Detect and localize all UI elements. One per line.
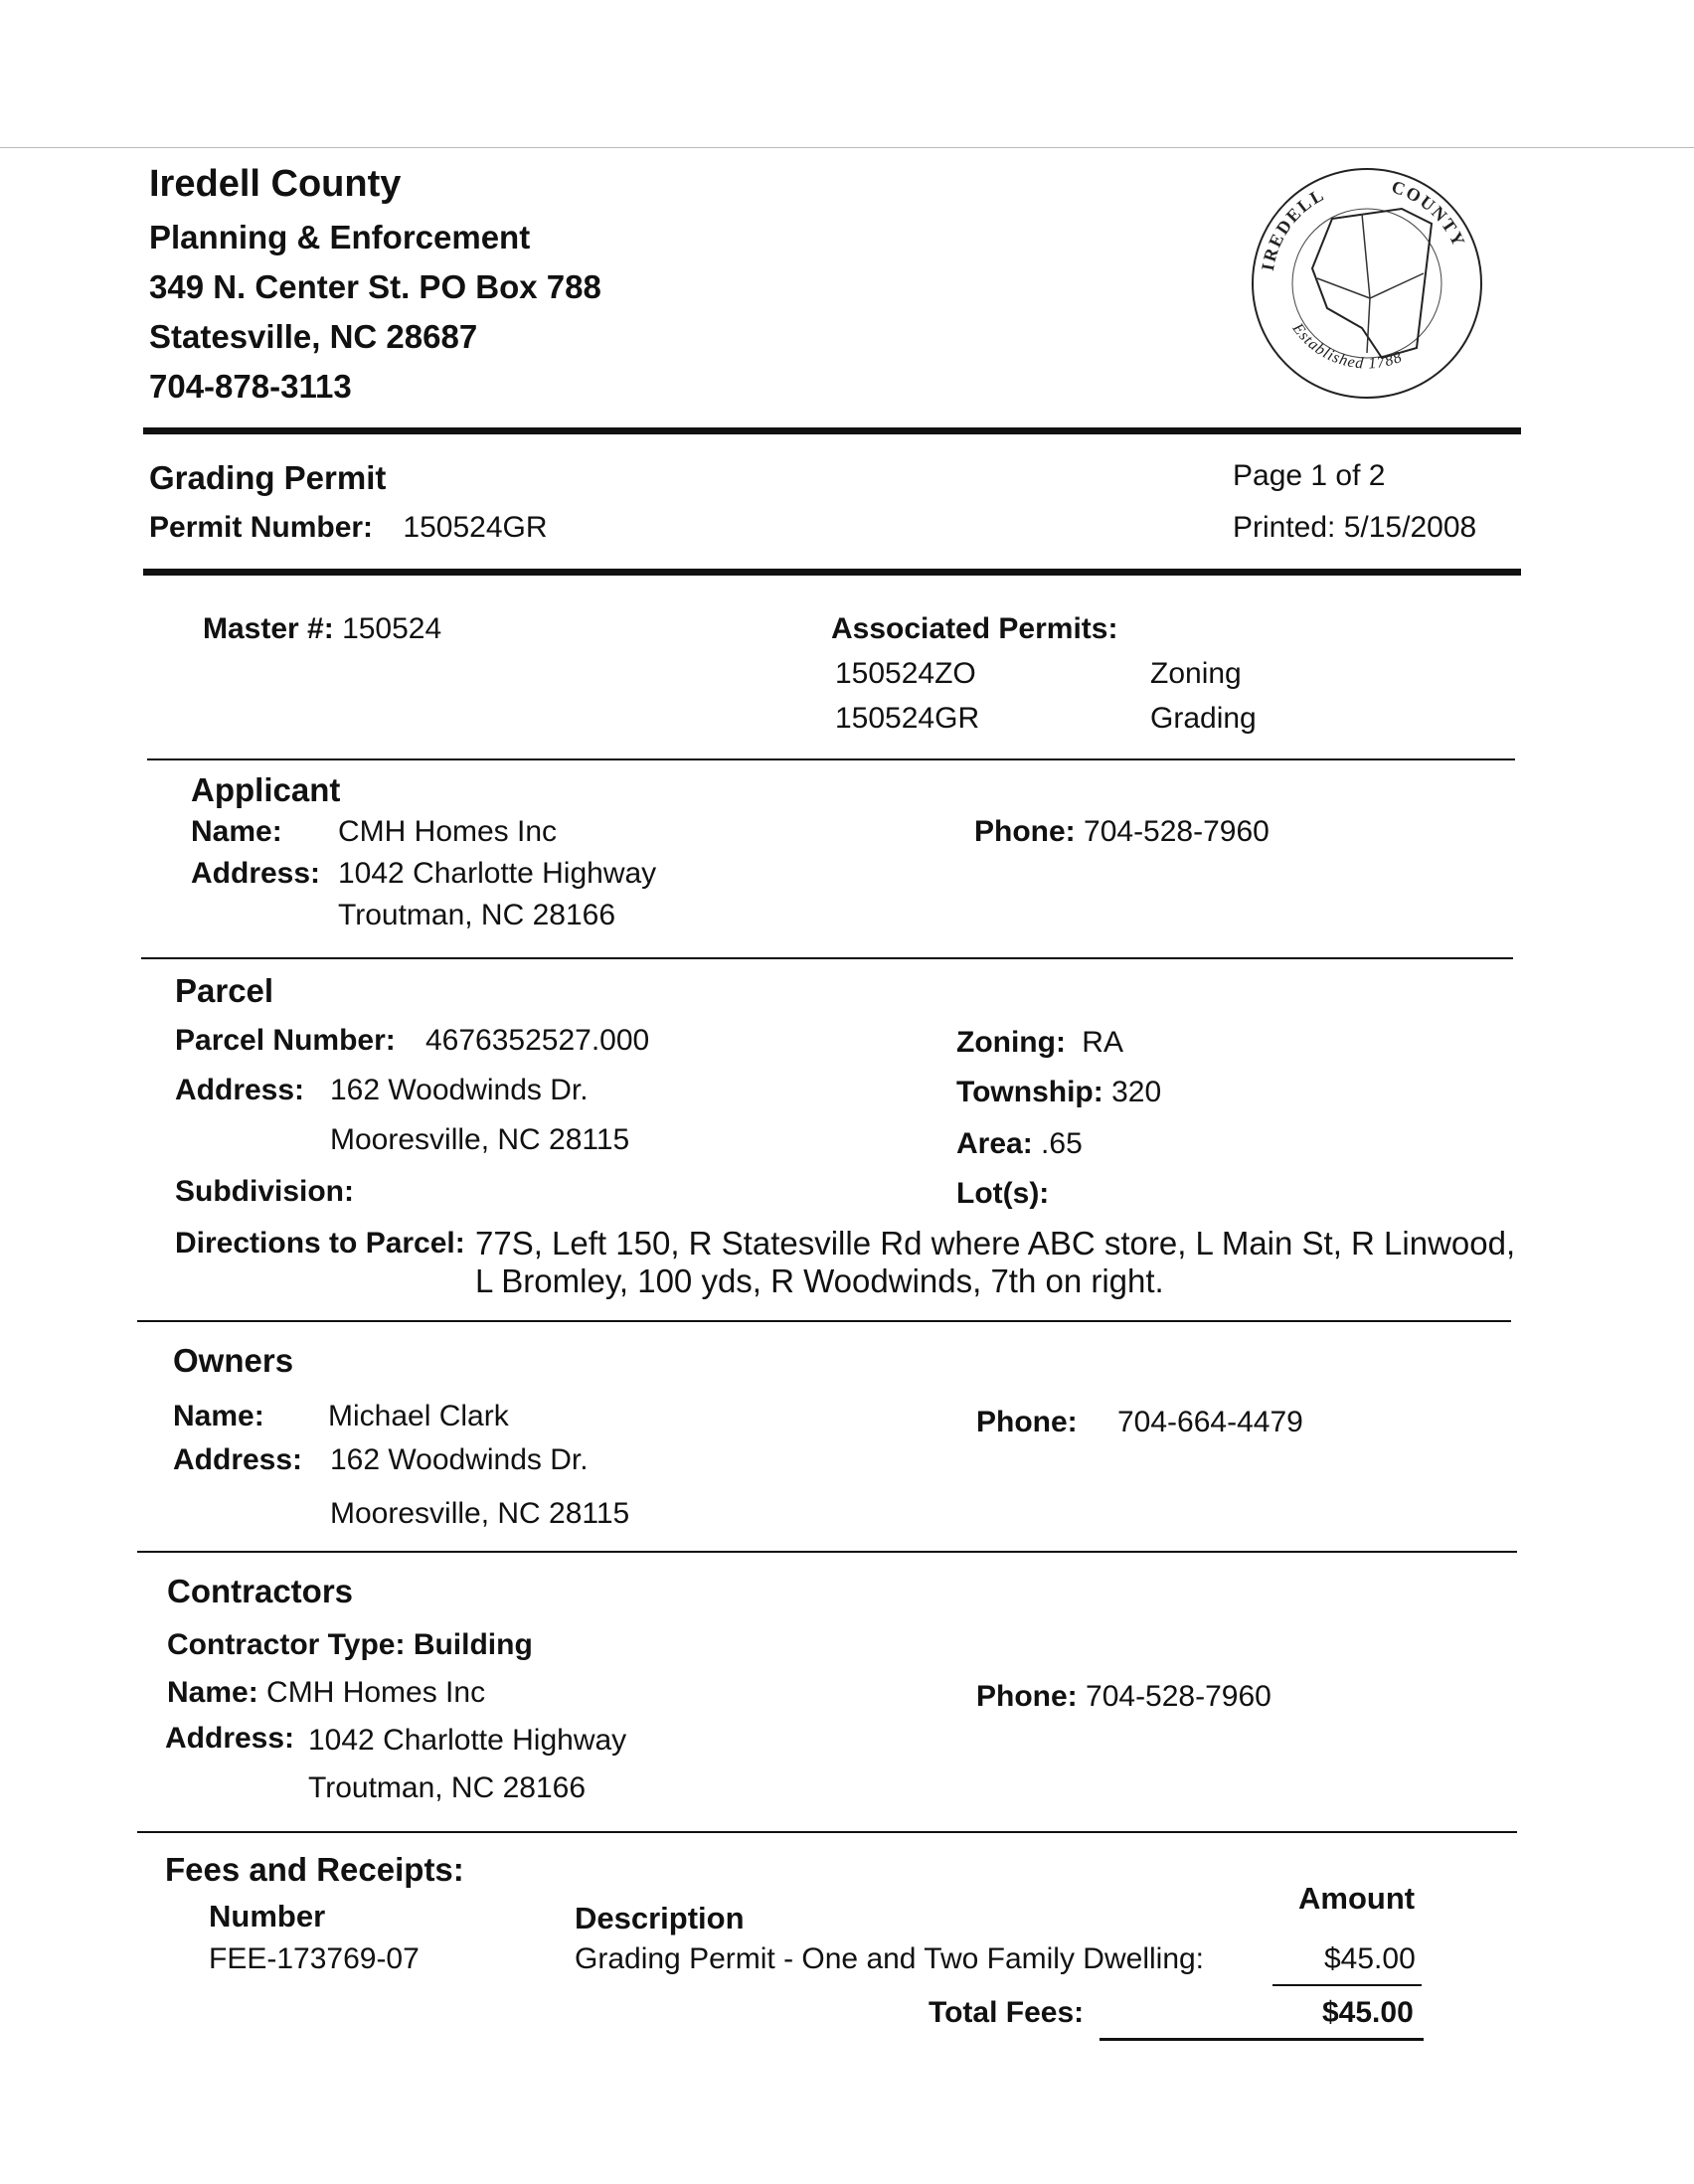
parcel-directions-line2: L Bromley, 100 yds, R Woodwinds, 7th on right. — [475, 1262, 1164, 1299]
contractors-heading: Contractors — [167, 1573, 354, 1609]
permit-divider — [143, 569, 1521, 576]
applicant-address-line2: Troutman, NC 28166 — [338, 899, 616, 931]
parcel-directions-line1: 77S, Left 150, R Statesville Rd where ABC store, L Main St, R Linwood, — [475, 1225, 1516, 1261]
parcel-township-label: Township: — [956, 1076, 1103, 1108]
applicant-phone-label: Phone: — [974, 815, 1076, 848]
owner-phone: 704-664-4479 — [1117, 1406, 1303, 1438]
master-label: Master #: — [203, 612, 334, 645]
fee-row-number: FEE-173769-07 — [209, 1942, 420, 1975]
contractor-name: CMH Homes Inc — [266, 1676, 486, 1709]
header-divider — [143, 427, 1521, 434]
fees-total-underline — [1100, 2038, 1424, 2041]
applicant-address-line1: 1042 Charlotte Highway — [338, 857, 657, 890]
associated-permit-type: Grading — [1150, 702, 1257, 735]
section-divider — [137, 1831, 1517, 1833]
parcel-zoning-row — [956, 1026, 1123, 1060]
page-indicator: Page 1 of 2 — [1233, 459, 1386, 492]
contractor-type-label: Contractor Type: — [167, 1628, 406, 1661]
master-value: 150524 — [342, 612, 442, 645]
parcel-zoning-label: Zoning: — [956, 1026, 1066, 1059]
parcel-township-row — [956, 1076, 1161, 1109]
department-name: Planning & Enforcement — [149, 219, 531, 255]
fees-heading: Fees and Receipts: — [165, 1851, 464, 1888]
contractor-address-line2: Troutman, NC 28166 — [308, 1771, 587, 1804]
parcel-address-line2: Mooresville, NC 28115 — [330, 1123, 630, 1156]
parcel-address-line1: 162 Woodwinds Dr. — [330, 1074, 589, 1106]
parcel-directions-label: Directions to Parcel: — [175, 1227, 465, 1260]
contractor-name-row — [167, 1676, 485, 1710]
fees-total-amount: $45.00 — [1322, 1996, 1414, 2029]
fees-column-description: Description — [575, 1901, 745, 1935]
contractor-address-label: Address: — [165, 1722, 295, 1755]
permit-title: Grading Permit — [149, 459, 387, 496]
contractor-name-label: Name: — [167, 1676, 258, 1709]
parcel-subdivision-label: Subdivision: — [175, 1175, 354, 1208]
county-name: Iredell County — [149, 163, 402, 205]
owners-heading: Owners — [173, 1342, 294, 1379]
owner-phone-label: Phone: — [976, 1406, 1078, 1438]
parcel-area: .65 — [1041, 1127, 1083, 1160]
fees-total-label: Total Fees: — [929, 1996, 1085, 2029]
owner-address-line1: 162 Woodwinds Dr. — [330, 1443, 589, 1476]
department-city: Statesville, NC 28687 — [149, 318, 478, 355]
parcel-number-label: Parcel Number: — [175, 1024, 396, 1057]
parcel-address-label: Address: — [175, 1074, 305, 1106]
permit-number-row — [149, 511, 548, 545]
parcel-township: 320 — [1111, 1076, 1162, 1108]
contractor-phone-label: Phone: — [976, 1680, 1078, 1713]
applicant-name: CMH Homes Inc — [338, 815, 558, 848]
contractor-phone-row — [976, 1680, 1271, 1714]
associated-permit-number: 150524GR — [835, 702, 980, 735]
owner-name: Michael Clark — [328, 1400, 509, 1432]
parcel-area-label: Area: — [956, 1127, 1033, 1160]
printed-date: Printed: 5/15/2008 — [1233, 511, 1477, 544]
section-divider — [137, 1320, 1511, 1322]
permit-number-label: Permit Number: — [149, 511, 374, 544]
associated-permits-label: Associated Permits: — [831, 612, 1118, 645]
county-seal-logo — [1243, 159, 1491, 408]
fee-row-amount: $45.00 — [1324, 1942, 1416, 1975]
parcel-lots-label: Lot(s): — [956, 1177, 1050, 1210]
fee-row-description: Grading Permit - One and Two Family Dwelling: — [575, 1942, 1205, 1975]
department-phone: 704-878-3113 — [149, 368, 352, 405]
seal-text-established: Established 1788 — [1288, 320, 1406, 373]
applicant-phone-row — [974, 815, 1270, 849]
associated-permit-number: 150524ZO — [835, 657, 976, 690]
contractor-type-row — [167, 1628, 533, 1662]
fees-column-amount: Amount — [1298, 1881, 1416, 1916]
parcel-area-row — [956, 1127, 1083, 1161]
section-divider — [137, 1551, 1517, 1553]
contractor-address-line1: 1042 Charlotte Highway — [308, 1724, 627, 1757]
applicant-phone: 704-528-7960 — [1084, 815, 1270, 848]
parcel-zoning: RA — [1082, 1026, 1123, 1059]
fees-column-number: Number — [209, 1899, 326, 1933]
applicant-name-label: Name: — [191, 815, 282, 848]
contractor-type: Building — [413, 1628, 533, 1661]
owner-name-label: Name: — [173, 1400, 264, 1432]
owner-address-label: Address: — [173, 1443, 303, 1476]
parcel-number: 4676352527.000 — [425, 1024, 650, 1057]
section-divider — [147, 758, 1515, 760]
seal-text-county: COUNTY — [1389, 176, 1470, 252]
parcel-heading: Parcel — [175, 972, 274, 1009]
applicant-heading: Applicant — [191, 771, 341, 808]
associated-permit-type: Zoning — [1150, 657, 1242, 690]
svg-text:Established 1788 — [1288, 319, 1405, 372]
scan-top-line — [0, 147, 1694, 148]
contractor-phone: 704-528-7960 — [1086, 1680, 1271, 1713]
permit-number-value: 150524GR — [403, 511, 548, 544]
fees-subtotal-line — [1272, 1984, 1422, 1986]
department-street: 349 N. Center St. PO Box 788 — [149, 268, 601, 305]
seal-text-iredell: IREDELL — [1257, 183, 1329, 272]
applicant-address-label: Address: — [191, 857, 321, 890]
owner-address-line2: Mooresville, NC 28115 — [330, 1497, 630, 1530]
section-divider — [141, 957, 1513, 959]
master-number-row — [203, 612, 441, 646]
